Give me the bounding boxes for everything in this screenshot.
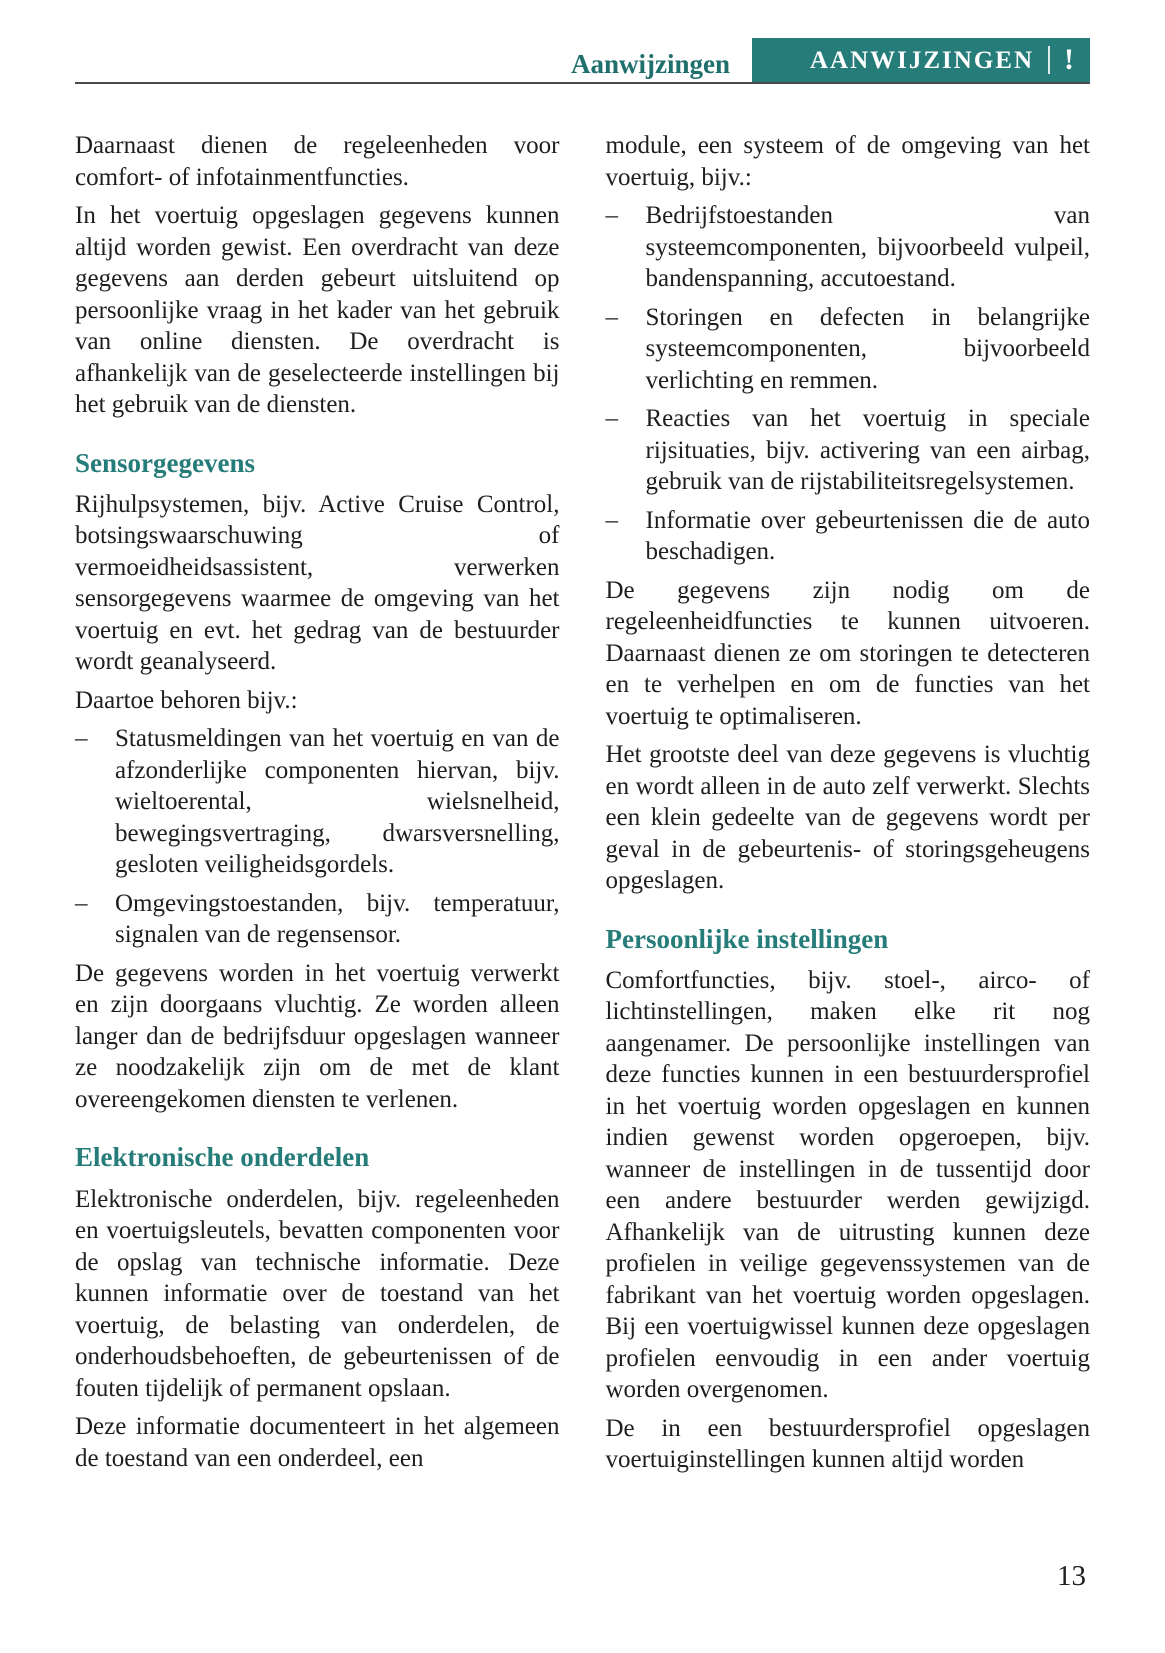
two-column-layout (75, 130, 1090, 1483)
bullet-item (75, 888, 560, 951)
paragraph: De gegevens zijn nodig om de regeleenheidfuncties te kunnen uitvoeren. Daarnaast dienen ze om storingen te detecteren en te verhelpen en om de functies van het voertuig te optimaliseren. (605, 576, 1090, 730)
bullet-marker: – (605, 303, 618, 331)
bullet-marker: – (605, 405, 618, 432)
bullet-item (75, 723, 560, 881)
bullet-text: Statusmeldingen van het voertuig en van de afzonderlijke componenten hiervan, bijv. wieltoerental, wielsnelheid, bewegingsvertraging, dwarsversnelling, gesloten veiligheidsgordels. (115, 725, 560, 879)
paragraph: module, een systeem of de omgeving van het voertuig, bijv.: (605, 132, 1090, 191)
exclamation-icon: ! (1064, 43, 1074, 76)
bullet-marker: – (605, 506, 618, 534)
paragraph: Elektronische onderdelen, bijv. regeleenheden en voertuigsleutels, bevatten componenten voor de opslag van technische informatie. Deze kunnen informatie over de toestand van het voertuig, de belasting van onderdelen, de onderhoudsbehoeften, de gebeurtenissen of de fouten tijdelijk of permanent opslaan. (75, 1185, 560, 1402)
paragraph: Daarnaast dienen de regeleenheden voor comfort- of infotainmentfuncties. (75, 132, 560, 191)
paragraph: Het grootste deel van deze gegevens is vluchtig en wordt alleen in de auto zelf verwerkt. Slechts een klein gedeelte van de gegevens wordt per geval in de gebeurtenis- of storingsgeheugens opgeslagen. (605, 741, 1090, 894)
left-column (75, 130, 560, 1483)
bullet-item (606, 403, 1091, 498)
running-title: Aanwijzingen (570, 49, 730, 79)
bullet-text: Informatie over gebeurtenissen die de auto beschadigen. (645, 506, 1090, 565)
bullet-item (606, 200, 1091, 295)
bullet-item (606, 505, 1091, 568)
bullet-text: Bedrijfstoestanden van systeemcomponenten, bijvoorbeeld vulpeil, bandenspanning, accutoestand. (645, 202, 1090, 292)
section-heading-sensorgegevens: Sensorgegevens (75, 447, 255, 478)
paragraph: Daartoe behoren bijv.: (75, 686, 298, 714)
paragraph: In het voertuig opgeslagen gegevens kunnen altijd worden gewist. Een overdracht van deze gegevens aan derden gebeurt uitsluitend op persoonlijke vraag in het kader van het gebruik van online diensten. De overdracht is afhankelijk van de geselecteerde instellingen bij het gebruik van de diensten. (75, 202, 560, 418)
paragraph: De in een bestuurdersprofiel opgeslagen voertuiginstellingen kunnen altijd worden (605, 1414, 1090, 1474)
right-column (606, 130, 1091, 1483)
bullet-marker: – (75, 725, 88, 753)
page-number: 13 (1057, 1560, 1086, 1592)
bullet-marker: – (75, 889, 88, 917)
paragraph: De gegevens worden in het voertuig verwerkt en zijn doorgaans vluchtig. Ze worden alleen langer dan de bedrijfsduur opgeslagen wanneer ze noodzakelijk zijn om de met de klant overeengekomen diensten te verlenen. (75, 959, 560, 1113)
section-heading-elektronische-onderdelen: Elektronische onderdelen (75, 1142, 370, 1173)
chapter-tab-label: AANWIJZINGEN (809, 46, 1034, 74)
bullet-text: Reacties van het voertuig in speciale rijsituaties, bijv. activering van een airbag, gebruik van de rijstabiliteitsregelsystemen. (645, 405, 1090, 495)
paragraph: Comfortfuncties, bijv. stoel-, airco- of lichtinstellingen, maken elke rit nog aangenamer. De persoonlijke instellingen van deze functies kunnen in een bestuurdersprofiel in het voertuig worden opgeslagen en kunnen indien gewenst worden opgeroepen, bijv. wanneer de instellingen in de tussentijd door een andere bestuurder werden gewijzigd. Afhankelijk van de uitrusting kunnen deze profielen in veilige gegevenssystemen van de fabrikant van het voertuig worden opgeslagen. Bij een voertuigwissel kunnen deze opgeslagen profielen eenvoudig in een ander voertuig worden overgenomen. (605, 966, 1090, 1404)
paragraph: Deze informatie documenteert in het algemeen de toestand van een onderdeel, een (75, 1413, 560, 1472)
paragraph: Rijhulpsystemen, bijv. Active Cruise Control, botsingswaarschuwing of vermoeidheidsassistent, verwerken sensorgegevens waarmee de omgeving van het voertuig en evt. het gedrag van de bestuurder wordt geanalyseerd. (75, 490, 560, 676)
bullet-text: Storingen en defecten in belangrijke systeemcomponenten, bijvoorbeeld verlichting en remmen. (645, 303, 1090, 394)
bullet-text: Omgevingstoestanden, bijv. temperatuur, signalen van de regensensor. (115, 889, 560, 949)
chapter-tab (752, 38, 1090, 82)
section-heading-persoonlijke-instellingen: Persoonlijke instellingen (605, 923, 889, 954)
bullet-marker: – (605, 202, 618, 229)
page-header (75, 38, 1090, 84)
tab-separator (1048, 46, 1050, 74)
bullet-item (606, 302, 1091, 397)
